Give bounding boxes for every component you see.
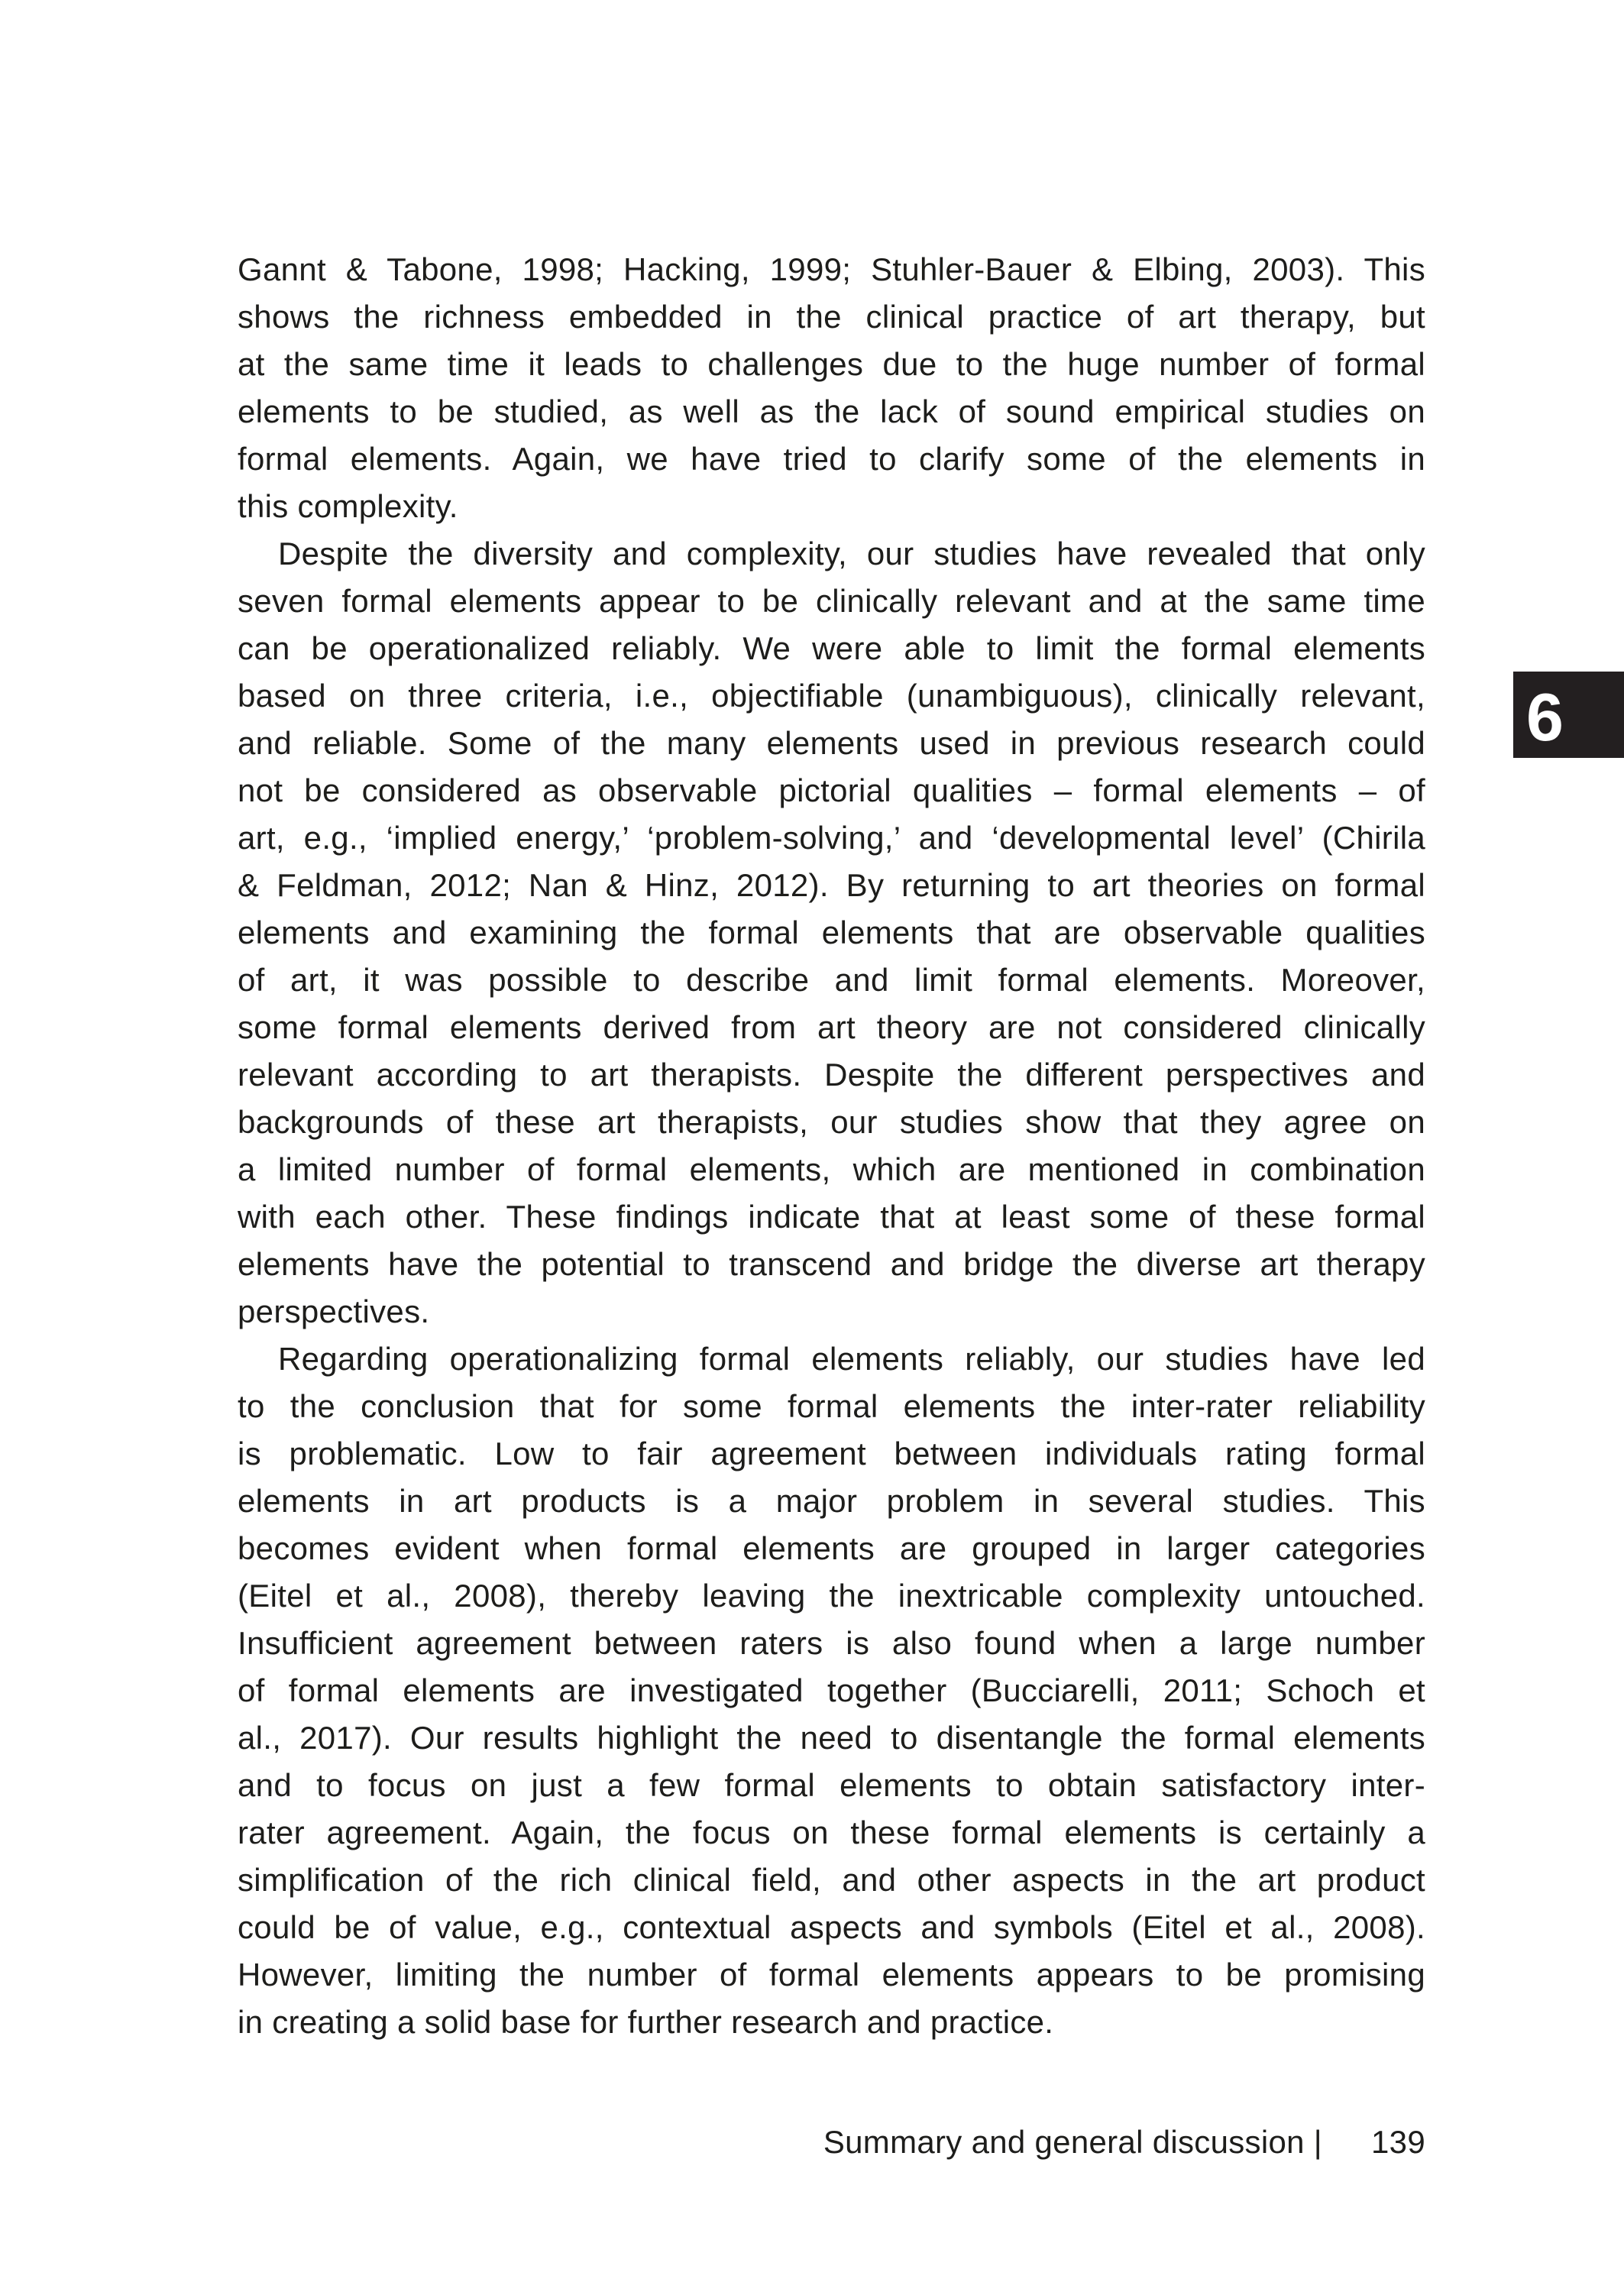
text-line: simplification of the rich clinical field, and other aspects in the art product xyxy=(238,1862,1425,1898)
footer-page-number: 139 xyxy=(1371,2124,1425,2160)
text-line: at the same time it leads to challenges due to the huge number of formal xyxy=(238,346,1425,382)
text-line: & Feldman, 2012; Nan & Hinz, 2012). By returning to art theories on formal xyxy=(238,867,1425,903)
text-line: al., 2017). Our results highlight the need to disentangle the formal elements xyxy=(238,1720,1425,1756)
text-line: backgrounds of these art therapists, our studies show that they agree on xyxy=(238,1104,1425,1140)
text-line: can be operationalized reliably. We were able to limit the formal elements xyxy=(238,630,1425,666)
text-line: is problematic. Low to fair agreement between individuals rating formal xyxy=(238,1436,1425,1471)
text-line: Insufficient agreement between raters is also found when a large number xyxy=(238,1625,1425,1661)
text-line: some formal elements derived from art theory are not considered clinically xyxy=(238,1009,1425,1045)
chapter-tab xyxy=(1513,672,1624,758)
paragraph xyxy=(238,530,1425,1335)
text-line: of art, it was possible to describe and limit formal elements. Moreover, xyxy=(238,962,1425,998)
text-line: becomes evident when formal elements are grouped in larger categories xyxy=(238,1530,1425,1566)
text-line: elements have the potential to transcend and bridge the diverse art therapy xyxy=(238,1246,1425,1282)
chapter-number-label: 6 xyxy=(1526,678,1564,755)
text-line: and to focus on just a few formal elements to obtain satisfactory inter- xyxy=(238,1767,1425,1803)
text-line: elements in art products is a major problem in several studies. This xyxy=(238,1483,1425,1519)
text-line: with each other. These findings indicate that at least some of these formal xyxy=(238,1199,1425,1235)
text-line: and reliable. Some of the many elements used in previous research could xyxy=(238,725,1425,761)
text-line: art, e.g., ‘implied energy,’ ‘problem-solving,’ and ‘developmental level’ (Chirila xyxy=(238,820,1425,856)
text-line: in creating a solid base for further research and practice. xyxy=(238,2004,1054,2040)
text-line: not be considered as observable pictorial qualities – formal elements – of xyxy=(238,772,1425,808)
body-text-block xyxy=(238,246,1425,2046)
text-line: could be of value, e.g., contextual aspects and symbols (Eitel et al., 2008). xyxy=(238,1909,1425,1945)
text-line: seven formal elements appear to be clinically relevant and at the same time xyxy=(238,583,1425,619)
text-line: elements and examining the formal elements that are observable qualities xyxy=(238,915,1425,950)
paragraph xyxy=(238,1335,1425,2046)
text-line: to the conclusion that for some formal elements the inter-rater reliability xyxy=(238,1388,1425,1424)
text-line: based on three criteria, i.e., objectifiable (unambiguous), clinically relevant, xyxy=(238,678,1425,714)
text-line: perspectives. xyxy=(238,1293,430,1329)
text-line: of formal elements are investigated together (Bucciarelli, 2011; Schoch et xyxy=(238,1672,1425,1708)
text-line: this complexity. xyxy=(238,488,458,524)
text-line: Gannt & Tabone, 1998; Hacking, 1999; Stuhler-Bauer & Elbing, 2003). This xyxy=(238,251,1425,287)
text-line: formal elements. Again, we have tried to clarify some of the elements in xyxy=(238,441,1425,477)
footer-separator: | xyxy=(1313,2124,1323,2160)
paragraph xyxy=(238,246,1425,530)
footer-section-title: Summary and general discussion xyxy=(823,2124,1305,2160)
text-line: elements to be studied, as well as the lack of sound empirical studies on xyxy=(238,393,1425,429)
text-line: (Eitel et al., 2008), thereby leaving the inextricable complexity untouched. xyxy=(238,1578,1425,1614)
text-line: a limited number of formal elements, which are mentioned in combination xyxy=(238,1151,1425,1187)
text-line: relevant according to art therapists. Despite the different perspectives and xyxy=(238,1057,1425,1093)
text-line: However, limiting the number of formal elements appears to be promising xyxy=(238,1957,1425,1993)
text-line: Regarding operationalizing formal elements reliably, our studies have led xyxy=(278,1341,1425,1377)
text-line: Despite the diversity and complexity, our studies have revealed that only xyxy=(278,536,1425,571)
text-line: shows the richness embedded in the clinical practice of art therapy, but xyxy=(238,299,1425,335)
page-footer xyxy=(823,2123,1425,2161)
text-line: rater agreement. Again, the focus on these formal elements is certainly a xyxy=(238,1814,1425,1850)
